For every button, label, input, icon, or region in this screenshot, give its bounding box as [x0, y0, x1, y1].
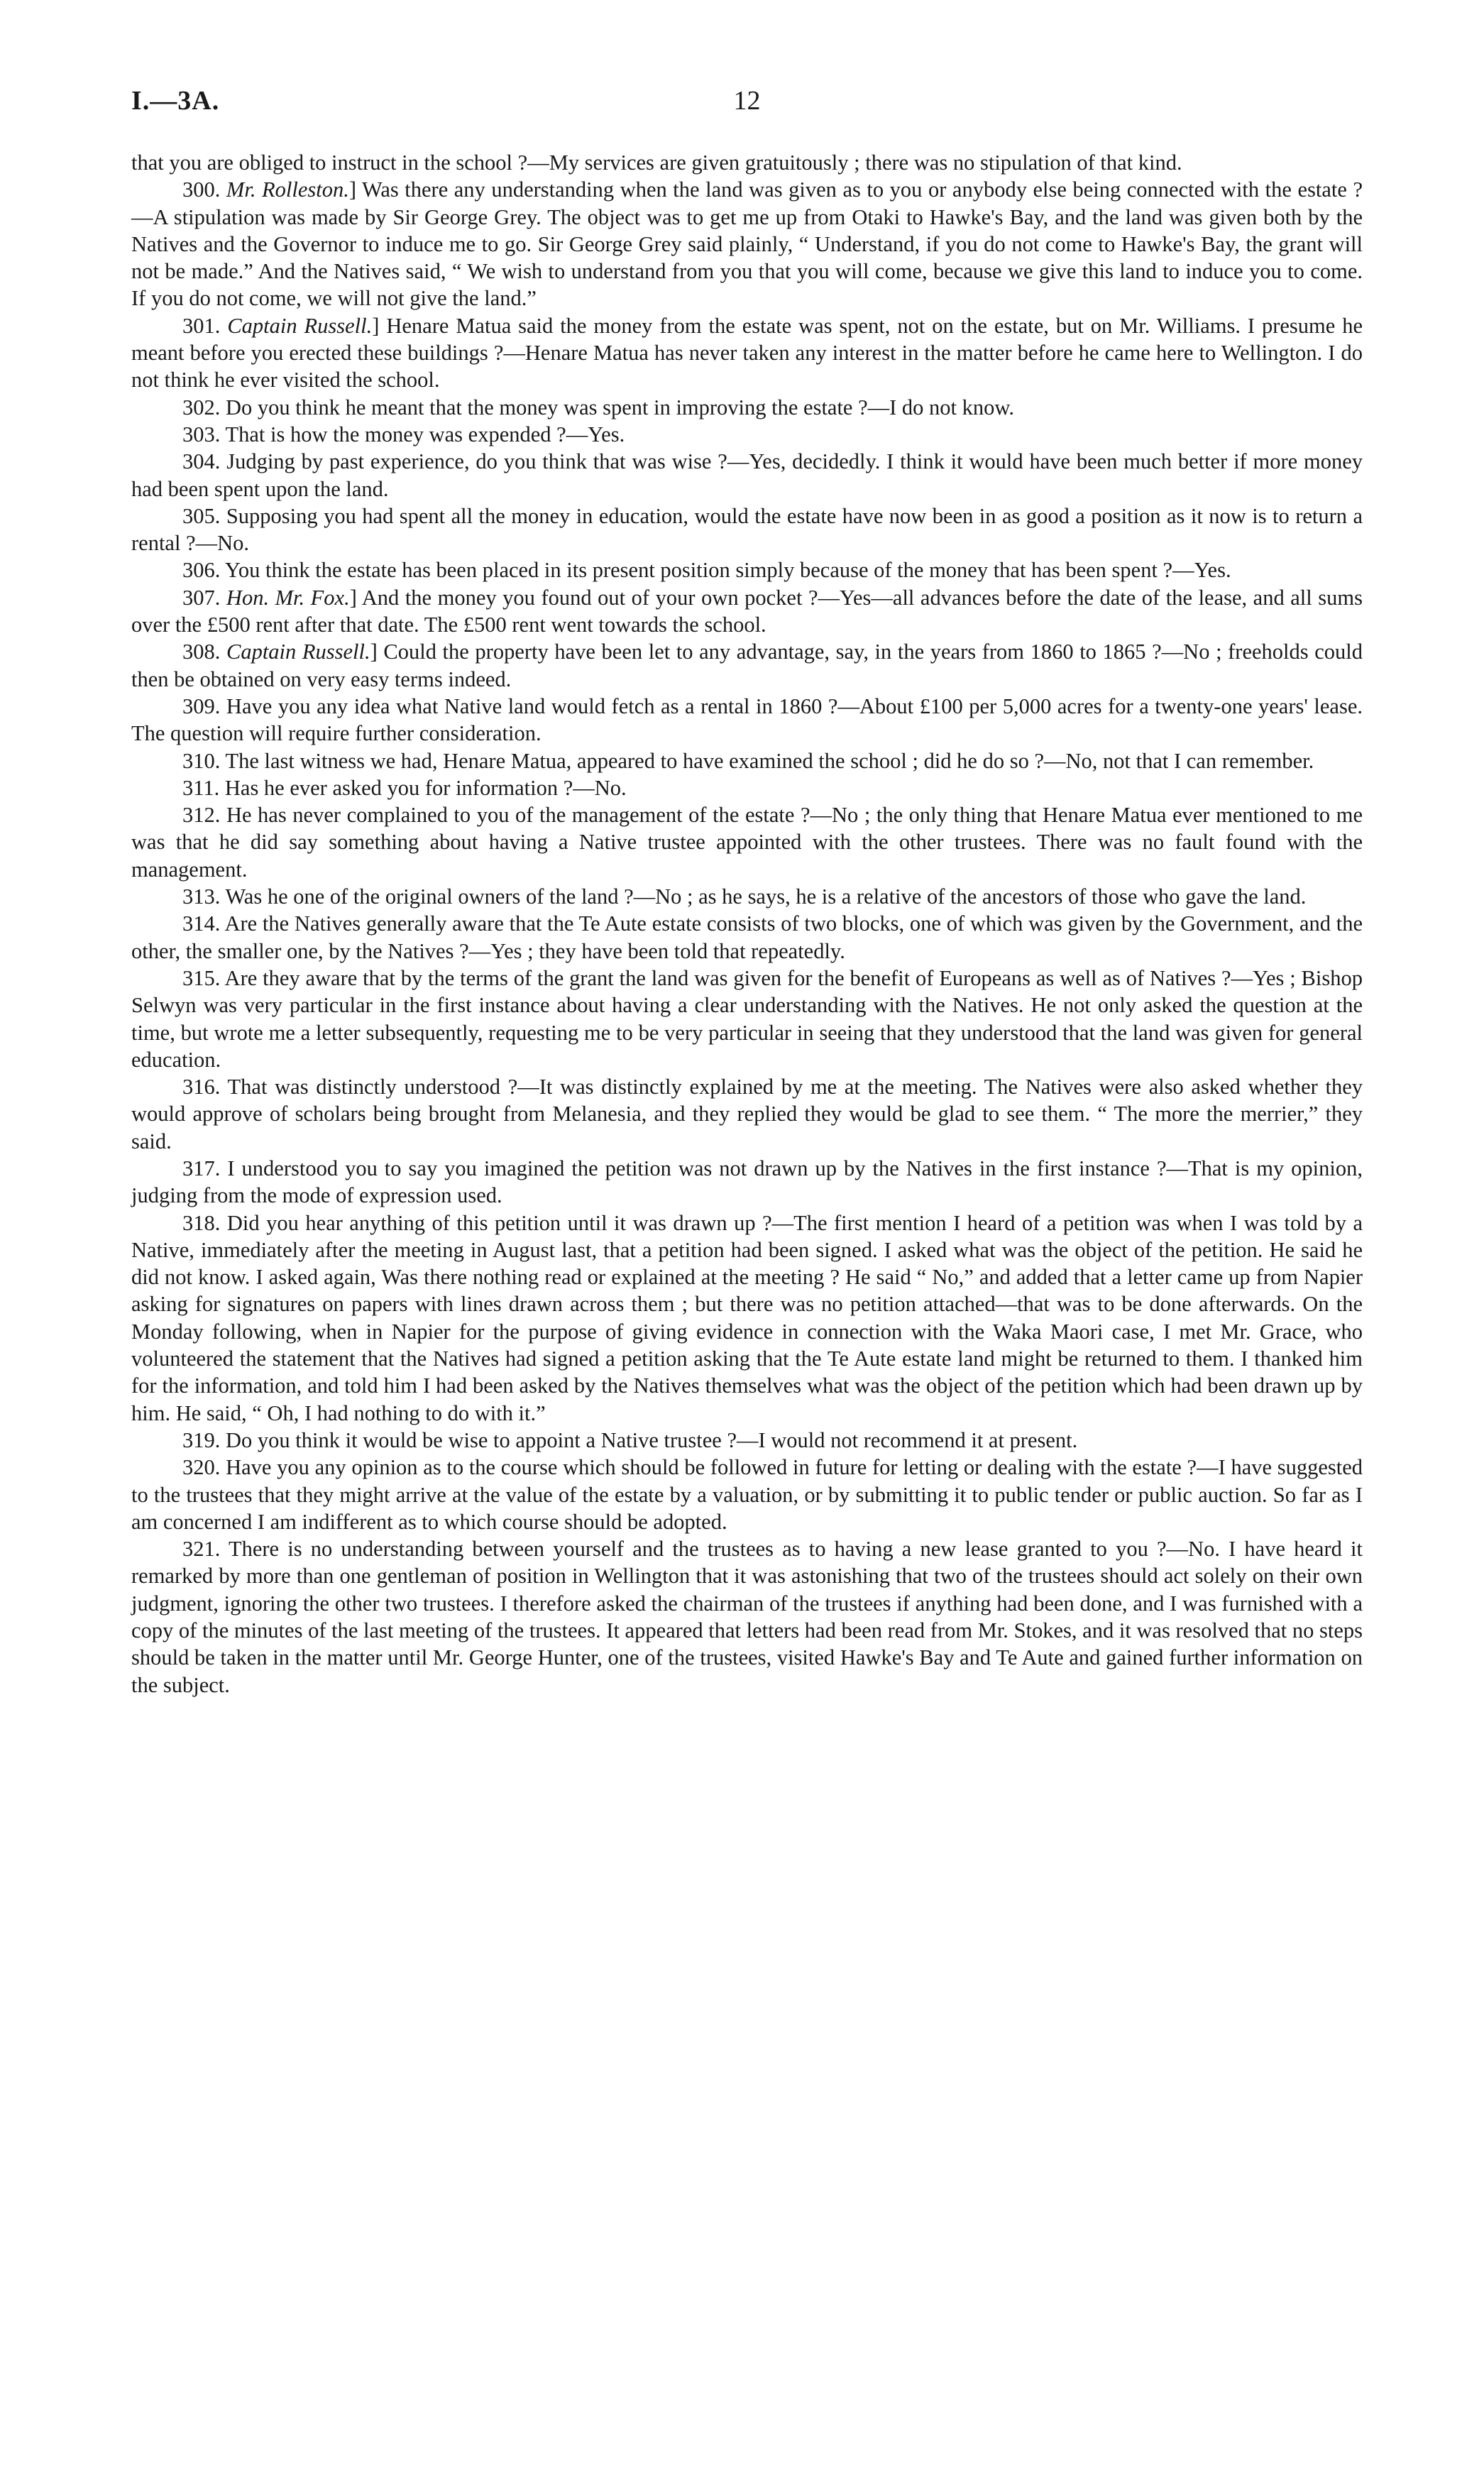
paragraph-text: Do you think he meant that the money was spent in improving the estate ?—I do not know.	[226, 395, 1015, 420]
speaker-name: Hon. Mr. Fox.	[226, 585, 350, 610]
paragraph-text: Supposing you had spent all the money in education, would the estate have now been in as good a position as it now is to return a rental ?—No.	[131, 503, 1363, 556]
evidence-paragraph	[131, 149, 1363, 176]
evidence-paragraph	[131, 693, 1363, 747]
question-number: 309.	[182, 693, 221, 718]
paragraph-text: Have you any idea what Native land would fetch as a rental in 1860 ?—About £100 per 5,000 acres for a twenty-one years' lease. The question will require further consideration.	[131, 693, 1363, 746]
paragraph-text: He has never complained to you of the management of the estate ?—No ; the only thing that Henare Matua ever mentioned to me was that he did say something about having a Native trustee appointed with the other trustees. There was no fault found with the management.	[131, 803, 1363, 882]
paragraph-text: that you are obliged to instruct in the school ?—My services are given gratuitously ; there was no stipulation of that kind.	[131, 150, 1182, 175]
document-body	[131, 149, 1363, 1699]
evidence-paragraph	[131, 747, 1363, 774]
paragraph-text: The last witness we had, Henare Matua, appeared to have examined the school ; did he do so ?—No, not that I can remember.	[225, 748, 1314, 773]
evidence-paragraph	[131, 1454, 1363, 1535]
paragraph-text: I understood you to say you imagined the petition was not drawn up by the Natives in the first instance ?—That is my opinion, judging from the mode of expression used.	[131, 1156, 1363, 1208]
speaker-name: Captain Russell.	[227, 313, 373, 338]
speaker-name: Captain Russell.	[226, 640, 370, 664]
evidence-paragraph	[131, 503, 1363, 557]
evidence-paragraph	[131, 965, 1363, 1073]
evidence-paragraph	[131, 883, 1363, 910]
page-header	[131, 85, 1363, 149]
paragraph-text: ] Was there any understanding when the land was given as to you or anybody else being connected with the estate ?—A stipulation was made by Sir George Grey. The object was to get me up from Otaki to Hawke's Bay, and the land was given both by the Natives and the Governor to induce me to go. Sir George Grey said plainly, “ Understand, if you do not come to Hawke's Bay, the grant will not be made.” And the Natives said, “ We wish to understand from you that you will come, because we give this land to induce you to come. If you do not come, we will not give the land.”	[131, 177, 1363, 311]
evidence-paragraph	[131, 176, 1363, 312]
paragraph-text: Was he one of the original owners of the land ?—No ; as he says, he is a relative of the ancestors of those who gave the land.	[225, 884, 1307, 909]
question-number: 312.	[182, 803, 221, 828]
evidence-paragraph	[131, 448, 1363, 503]
question-number: 302.	[182, 395, 221, 420]
evidence-paragraph	[131, 421, 1363, 448]
evidence-paragraph	[131, 801, 1363, 883]
speaker-name: Mr. Rolleston.	[226, 177, 349, 202]
question-number: 301.	[182, 313, 221, 338]
evidence-paragraph	[131, 774, 1363, 801]
page-number: 12	[733, 86, 761, 116]
question-number: 317.	[182, 1156, 221, 1180]
evidence-paragraph	[131, 312, 1363, 394]
paragraph-text: Have you any opinion as to the course which should be followed in future for letting or dealing with the estate ?—I have suggested to the trustees that they might arrive at the value of the estate by a valuation, or by submitting it to public tender or public auction. So far as I am concerned I am indifferent as to which course should be adopted.	[131, 1455, 1363, 1534]
paragraph-text: Do you think it would be wise to appoint a Native trustee ?—I would not recommend it at present.	[226, 1427, 1078, 1452]
paragraph-text: Did you hear anything of this petition until it was drawn up ?—The first mention I heard of a petition was when I was told by a Native, immediately after the meeting in August last, that a petition had been signed. I asked what was the object of the petition. He said he did not know. I asked again, Was there nothing read or explained at the meeting ? He said “ No,” and added that a letter came up from Napier asking for signatures on papers with lines drawn across them ; but there was no petition attached—that was to be done afterwards. On the Monday following, when in Napier for the purpose of giving evidence in connection with the Waka Maori case, I met Mr. Grace, who volunteered the statement that the Natives had signed a petition asking that the Te Aute estate land might be returned to them. I thanked him for the information, and told him I had been asked by the Natives themselves what was the object of the petition which had been drawn up by him. He said, “ Oh, I had nothing to do with it.”	[131, 1210, 1363, 1425]
paragraph-text: That was distinctly understood ?—It was distinctly explained by me at the meeting. The Natives were also asked whether they would approve of scholars being brought from Melanesia, and they replied they would be glad to see them. “ The more the merrier,” they said.	[131, 1075, 1363, 1153]
evidence-paragraph	[131, 556, 1363, 583]
evidence-paragraph	[131, 910, 1363, 965]
paragraph-text: You think the estate has been placed in its present position simply because of the money that has been spent ?—Yes.	[224, 558, 1231, 583]
question-number: 318.	[182, 1210, 221, 1235]
paragraph-text: ] Could the property have been let to any advantage, say, in the years from 1860 to 1865 ?—No ; freeholds could then be obtained on very easy terms indeed.	[131, 640, 1363, 691]
question-number: 306.	[182, 558, 221, 583]
question-number: 319.	[182, 1427, 221, 1452]
evidence-paragraph	[131, 1155, 1363, 1210]
question-number: 305.	[182, 503, 221, 528]
question-number: 303.	[182, 422, 221, 446]
paragraph-text: Are the Natives generally aware that the Te Aute estate consists of two blocks, one of which was given by the Government, and the other, the smaller one, by the Natives ?—Yes ; they have been told that repeatedly.	[131, 911, 1363, 963]
paragraph-text: Are they aware that by the terms of the grant the land was given for the benefit of Europeans as well as of Natives ?—Yes ; Bishop Selwyn was very particular in the first instance about having a clear understanding with the Natives. He not only asked the question at the time, but wrote me a letter subsequently, requesting me to be very particular in seeing that they understood that the land was given for general education.	[131, 965, 1363, 1072]
question-number: 321.	[182, 1537, 221, 1562]
question-number: 313.	[182, 884, 221, 909]
question-number: 316.	[182, 1075, 221, 1100]
paragraph-text: That is how the money was expended ?—Yes.	[225, 422, 625, 446]
evidence-paragraph	[131, 1073, 1363, 1155]
question-number: 320.	[182, 1455, 221, 1480]
evidence-paragraph	[131, 394, 1363, 421]
evidence-paragraph	[131, 1427, 1363, 1454]
question-number: 307.	[182, 585, 221, 610]
question-number: 304.	[182, 449, 221, 474]
paragraph-text: ] Henare Matua said the money from the estate was spent, not on the estate, but on Mr. Williams. I presume he meant before you erected these buildings ?—Henare Matua has never taken any interest in the matter before he came here to Wellington. I do not think he ever visited the school.	[131, 313, 1363, 393]
question-number: 310.	[182, 748, 221, 773]
question-number: 314.	[182, 911, 221, 936]
evidence-paragraph	[131, 1535, 1363, 1699]
question-number: 308.	[182, 640, 221, 664]
document-reference: I.—3A.	[131, 86, 220, 116]
document-page	[131, 85, 1363, 1699]
evidence-paragraph	[131, 638, 1363, 693]
question-number: 315.	[182, 965, 221, 990]
paragraph-text: ] And the money you found out of your own pocket ?—Yes—all advances before the date of the lease, and all sums over the £500 rent after that date. The £500 rent went towards the school.	[131, 585, 1363, 637]
question-number: 300.	[182, 177, 221, 202]
paragraph-text: Has he ever asked you for information ?—No.	[224, 775, 627, 800]
paragraph-text: Judging by past experience, do you think that was wise ?—Yes, decidedly. I think it would have been much better if more money had been spent upon the land.	[131, 449, 1363, 501]
paragraph-text: There is no understanding between yourself and the trustees as to having a new lease granted to you ?—No. I have heard it remarked by more than one gentleman of position in Wellington that it was astonishing that two of the trustees should act solely on their own judgment, ignoring the other two trustees. I therefore asked the chairman of the trustees if anything had been done, and I was furnished with a copy of the minutes of the last meeting of the trustees. It appeared that letters had been read from Mr. Stokes, and it was resolved that no steps should be taken in the matter until Mr. George Hunter, one of the trustees, visited Hawke's Bay and Te Aute and gained further information on the subject.	[131, 1537, 1363, 1697]
evidence-paragraph	[131, 584, 1363, 639]
evidence-paragraph	[131, 1210, 1363, 1427]
question-number: 311.	[182, 775, 220, 800]
